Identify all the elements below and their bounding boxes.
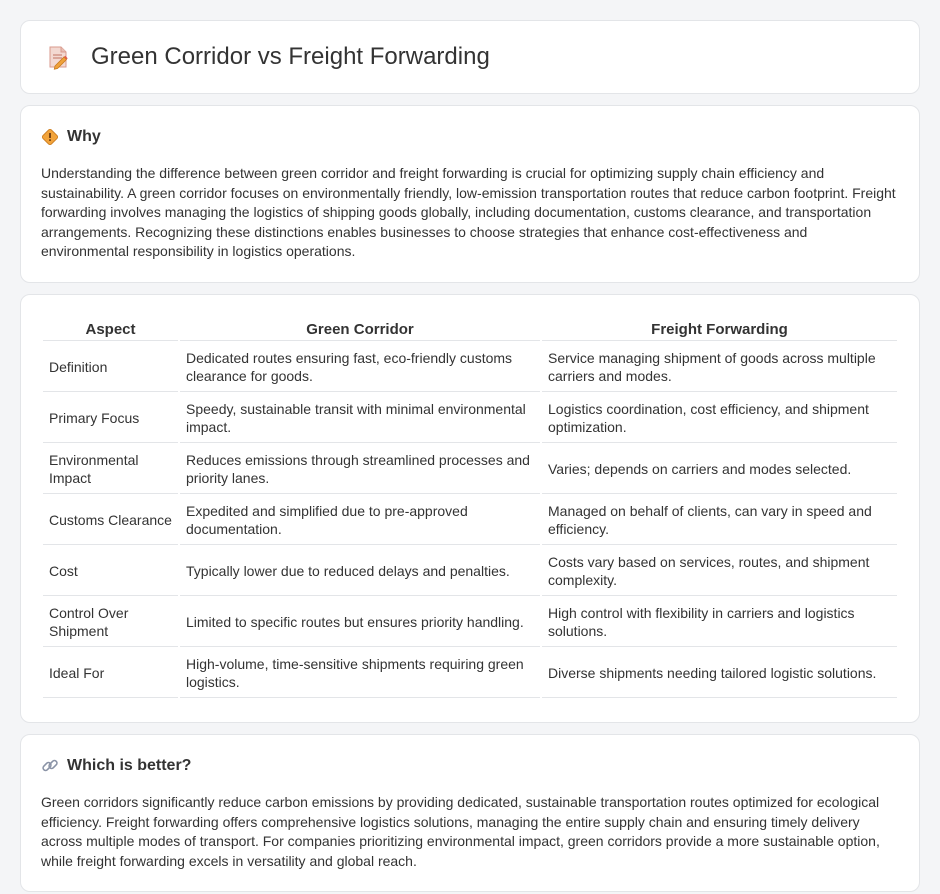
freight-forwarding-cell: Managed on behalf of clients, can vary in speed and efficiency.: [542, 496, 897, 545]
header-card: [20, 20, 920, 94]
freight-forwarding-cell: Service managing shipment of goods across multiple carriers and modes.: [542, 343, 897, 392]
green-corridor-cell: Speedy, sustainable transit with minimal environmental impact.: [180, 394, 540, 443]
table-row: [43, 496, 897, 545]
freight-forwarding-cell: Diverse shipments needing tailored logistic solutions.: [542, 649, 897, 698]
aspect-cell: Customs Clearance: [43, 496, 178, 545]
table-row: [43, 649, 897, 698]
green-corridor-cell: Expedited and simplified due to pre-approved documentation.: [180, 496, 540, 545]
comparison-table: [41, 317, 899, 700]
aspect-cell: Cost: [43, 547, 178, 596]
freight-forwarding-cell: Costs vary based on services, routes, and shipment complexity.: [542, 547, 897, 596]
table-row: [43, 394, 897, 443]
why-heading: [41, 128, 899, 146]
which-heading: [41, 757, 899, 775]
warning-diamond-icon: [41, 128, 59, 146]
table-header-row: [43, 319, 897, 341]
aspect-cell: Environmental Impact: [43, 445, 178, 494]
comparison-table-card: [20, 294, 920, 723]
why-text: Understanding the difference between green corridor and freight forwarding is crucial for optimizing supply chain efficiency and sustainability. A green corridor focuses on environmentally friendly, low-emission transportation routes that reduce carbon footprint. Freight forwarding involves managing the logistics of shipping goods globally, including documentation, customs clearance, and transportation arrangements. Recognizing these distinctions enables businesses to choose strategies that enhance cost-effectiveness and environmental responsibility in logistics operations.: [41, 165, 896, 260]
which-title: Which is better?: [67, 756, 192, 774]
which-text: Green corridors significantly reduce carbon emissions by providing dedicated, sustainable transportation routes optimized for ecological efficiency. Freight forwarding offers comprehensive logistics solutions, managing the entire supply chain and ensuring timely delivery across multiple modes of transport. For companies prioritizing environmental impact, green corridors provide a more sustainable option, while freight forwarding excels in versatility and global reach.: [41, 793, 880, 869]
aspect-cell: Ideal For: [43, 649, 178, 698]
column-header-green-corridor: Green Corridor: [180, 319, 540, 341]
which-section: [20, 734, 920, 892]
link-icon: [41, 757, 59, 775]
green-corridor-cell: High-volume, time-sensitive shipments requiring green logistics.: [180, 649, 540, 698]
aspect-cell: Primary Focus: [43, 394, 178, 443]
document-pencil-icon: [45, 44, 71, 70]
why-title: Why: [67, 128, 101, 145]
table-row: [43, 343, 897, 392]
table-row: [43, 445, 897, 494]
green-corridor-cell: Dedicated routes ensuring fast, eco-friendly customs clearance for goods.: [180, 343, 540, 392]
green-corridor-cell: Limited to specific routes but ensures priority handling.: [180, 598, 540, 647]
aspect-cell: Control Over Shipment: [43, 598, 178, 647]
table-row: [43, 547, 897, 596]
freight-forwarding-cell: High control with flexibility in carriers and logistics solutions.: [542, 598, 897, 647]
green-corridor-cell: Reduces emissions through streamlined processes and priority lanes.: [180, 445, 540, 494]
column-header-freight-forwarding: Freight Forwarding: [542, 319, 897, 341]
green-corridor-cell: Typically lower due to reduced delays and penalties.: [180, 547, 540, 596]
freight-forwarding-cell: Varies; depends on carriers and modes selected.: [542, 445, 897, 494]
freight-forwarding-cell: Logistics coordination, cost efficiency, and shipment optimization.: [542, 394, 897, 443]
why-section: [20, 105, 920, 283]
column-header-aspect: Aspect: [43, 319, 178, 341]
page-title: Green Corridor vs Freight Forwarding: [91, 43, 490, 70]
table-row: [43, 598, 897, 647]
aspect-cell: Definition: [43, 343, 178, 392]
